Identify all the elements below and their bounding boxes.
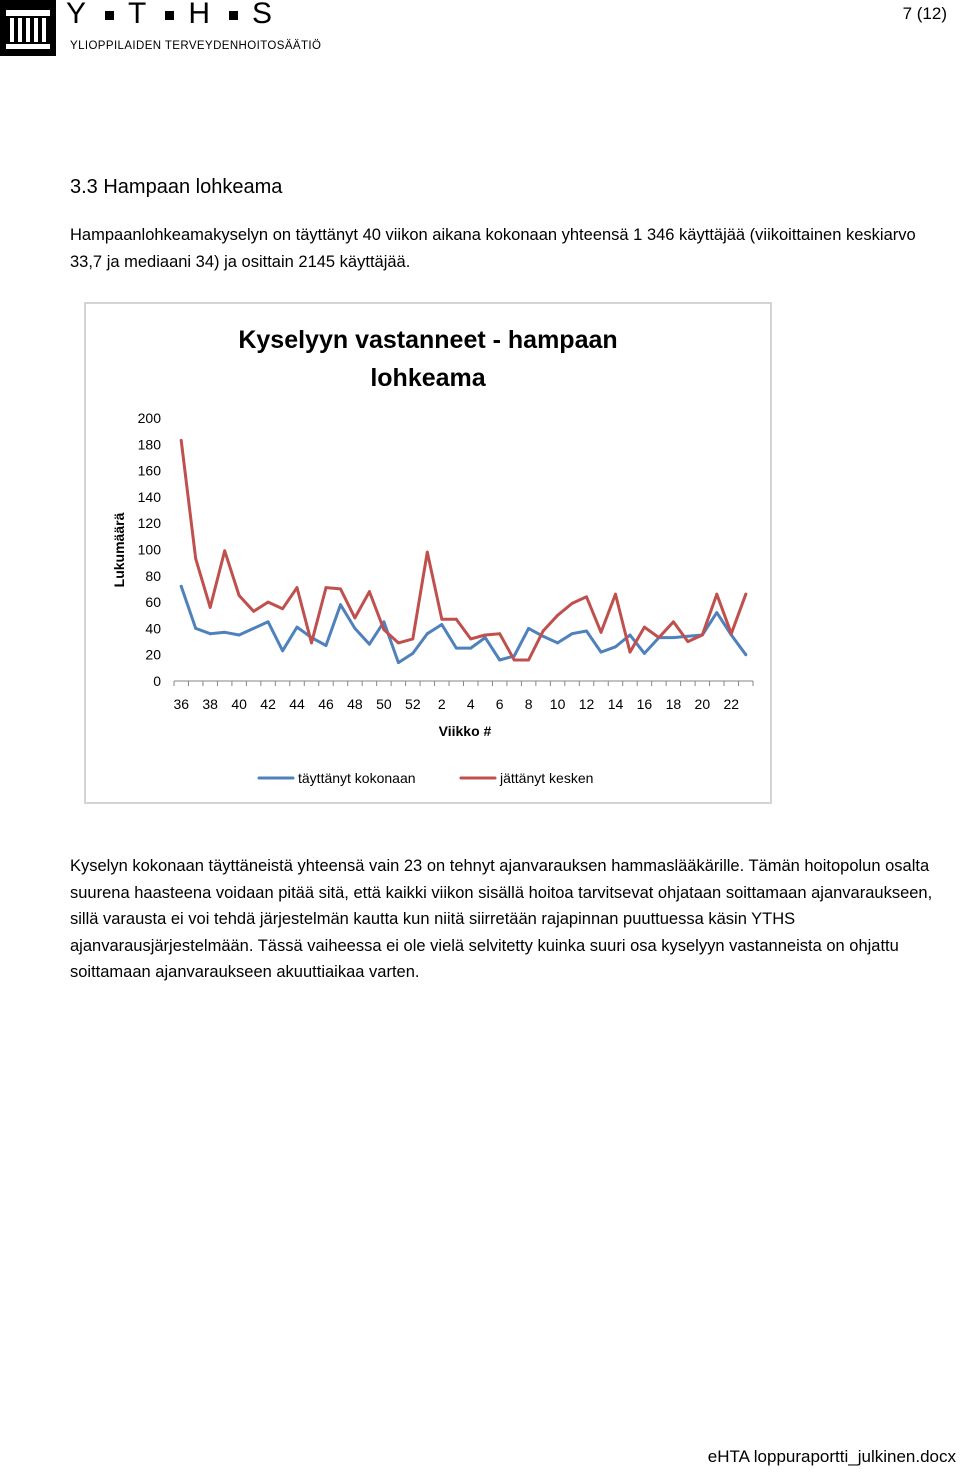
- logo-wordmark: [66, 0, 277, 31]
- data-point: [600, 651, 603, 654]
- data-point: [440, 618, 443, 621]
- x-tick-label: 16: [636, 696, 653, 712]
- column-logo-icon: [0, 0, 56, 56]
- section-title: 3.3 Hampaan lohkeama: [70, 176, 283, 198]
- data-point: [180, 585, 183, 588]
- x-tick-label: 40: [231, 696, 247, 712]
- data-point: [325, 586, 328, 589]
- data-point: [744, 653, 747, 656]
- x-tick-label: 14: [607, 696, 624, 712]
- data-point: [238, 594, 241, 597]
- data-point: [556, 642, 559, 645]
- data-point: [281, 649, 284, 652]
- data-point: [571, 632, 574, 635]
- x-tick-label: 10: [549, 696, 566, 712]
- data-point: [585, 630, 588, 633]
- data-point: [643, 652, 646, 655]
- x-tick-label: 6: [495, 696, 504, 712]
- data-point: [194, 557, 197, 560]
- data-point: [296, 626, 299, 629]
- data-point: [744, 593, 747, 596]
- data-point: [267, 601, 270, 604]
- y-tick-label: 20: [145, 646, 161, 663]
- y-tick-label: 60: [145, 594, 161, 611]
- y-tick-label: 200: [137, 410, 161, 426]
- data-point: [267, 620, 270, 623]
- body-paragraph: Kyselyn kokonaan täyttäneistä yhteensä vain 23 on tehnyt ajanvarauksen hammaslääkärille. Tämän hoitopolun osalta suurena haasteena voidaan pitää sitä, että kaikki viikon sisällä hoitoa tarvitsevat ohjataan soittamaan ajanvaraukseen, sillä varausta ei voi tehdä järjestelmän kautta kun niitä siirretään rajapinnan puuttuessa käsin YTHS ajanvarausjärjestelmään. Tässä vaiheessa ei ole vielä selvitetty kuinka suuri osa kyselyyn vastanneista on ohjattu soittamaan ajanvaraukseen akuuttiaikaa varten.: [70, 857, 933, 981]
- y-tick-label: 80: [145, 567, 161, 584]
- chart-title-line: lohkeama: [370, 364, 486, 392]
- chart-title-line: Kyselyyn vastanneet - hampaan: [238, 326, 618, 354]
- data-point: [397, 661, 400, 664]
- data-point: [715, 593, 718, 596]
- footer-filename: eHTA loppuraportti_julkinen.docx: [707, 1447, 956, 1466]
- logo-letter: T: [128, 0, 152, 30]
- data-point: [556, 614, 559, 617]
- data-point: [281, 607, 284, 610]
- data-point: [397, 642, 400, 645]
- data-point: [658, 636, 661, 639]
- data-point: [440, 623, 443, 626]
- x-tick-label: 4: [466, 696, 475, 712]
- data-point: [411, 638, 414, 641]
- data-point: [223, 549, 226, 552]
- chart-frame: [84, 302, 772, 804]
- data-point: [730, 632, 733, 635]
- y-tick-label: 40: [145, 620, 161, 637]
- data-point: [194, 627, 197, 630]
- x-tick-label: 44: [289, 696, 305, 712]
- data-point: [571, 602, 574, 605]
- data-point: [715, 611, 718, 614]
- data-point: [498, 632, 501, 635]
- data-point: [238, 634, 241, 637]
- logo-subtitle: YLIOPPILAIDEN TERVEYDENHOITOSÄÄTIÖ: [70, 40, 322, 52]
- x-tick-label: 50: [376, 696, 392, 712]
- data-point: [513, 659, 516, 662]
- data-point: [310, 642, 313, 645]
- data-point: [383, 628, 386, 631]
- x-tick-label: 42: [260, 696, 276, 712]
- data-point: [339, 603, 342, 606]
- data-point: [701, 634, 704, 637]
- y-tick-label: 0: [153, 673, 161, 689]
- data-point: [368, 590, 371, 593]
- data-point: [527, 659, 530, 662]
- y-tick-label: 100: [137, 541, 161, 558]
- data-point: [484, 634, 487, 637]
- data-point: [455, 647, 458, 650]
- x-tick-label: 2: [437, 696, 446, 712]
- y-tick-label: 160: [137, 462, 161, 479]
- data-point: [426, 551, 429, 554]
- x-tick-label: 48: [347, 696, 363, 712]
- intro-paragraph: Hampaanlohkeamakyselyn on täyttänyt 40 viikon aikana kokonaan yhteensä 1 346 käyttäjää (viikoittainen keskiarvo 33,7 ja mediaani 34) ja osittain 2145 käyttäjää.: [70, 226, 916, 271]
- data-point: [209, 632, 212, 635]
- data-point: [672, 636, 675, 639]
- y-tick-label: 140: [137, 488, 161, 505]
- data-point: [354, 627, 357, 630]
- data-point: [325, 644, 328, 647]
- y-tick-label: 180: [137, 436, 161, 453]
- data-point: [223, 631, 226, 634]
- data-point: [614, 645, 617, 648]
- data-point: [469, 647, 472, 650]
- data-point: [339, 588, 342, 591]
- logo-letter: S: [252, 0, 278, 30]
- x-tick-label: 12: [578, 696, 595, 712]
- data-point: [296, 586, 299, 589]
- x-tick-label: 22: [723, 696, 740, 712]
- data-point: [426, 632, 429, 635]
- data-point: [383, 620, 386, 623]
- x-tick-label: 20: [694, 696, 711, 712]
- x-tick-label: 36: [173, 696, 190, 712]
- x-tick-label: 46: [318, 696, 334, 712]
- data-point: [180, 439, 183, 442]
- yths-logo: [0, 0, 340, 56]
- line-chart: [86, 304, 770, 802]
- data-point: [600, 631, 603, 634]
- y-tick-label: 120: [137, 515, 161, 532]
- x-tick-label: 38: [202, 696, 218, 712]
- data-point: [585, 595, 588, 598]
- data-point: [542, 630, 545, 633]
- data-point: [629, 634, 632, 637]
- data-point: [209, 606, 212, 609]
- data-point: [614, 593, 617, 596]
- y-axis-title: Lukumäärä: [111, 512, 127, 588]
- data-point: [368, 643, 371, 646]
- data-point: [455, 618, 458, 621]
- x-tick-label: 8: [524, 696, 533, 712]
- data-point: [527, 627, 530, 630]
- data-point: [469, 638, 472, 641]
- data-point: [354, 617, 357, 620]
- x-tick-label: 18: [665, 696, 682, 712]
- data-point: [643, 626, 646, 629]
- data-point: [252, 610, 255, 613]
- series-line-2: [181, 440, 746, 660]
- legend-label: täyttänyt kokonaan: [298, 770, 416, 786]
- legend-label: jättänyt kesken: [500, 770, 594, 786]
- series-line-1: [181, 586, 746, 662]
- data-point: [629, 651, 632, 654]
- data-point: [687, 635, 690, 638]
- data-point: [672, 620, 675, 623]
- x-tick-label: 52: [405, 696, 421, 712]
- page-number: 7 (12): [902, 4, 947, 23]
- data-point: [687, 640, 690, 643]
- data-point: [411, 652, 414, 655]
- data-point: [498, 659, 501, 662]
- x-axis-title: Viikko #: [438, 723, 492, 739]
- data-point: [252, 627, 255, 630]
- logo-letter: H: [188, 0, 216, 30]
- logo-letter: Y: [66, 0, 92, 30]
